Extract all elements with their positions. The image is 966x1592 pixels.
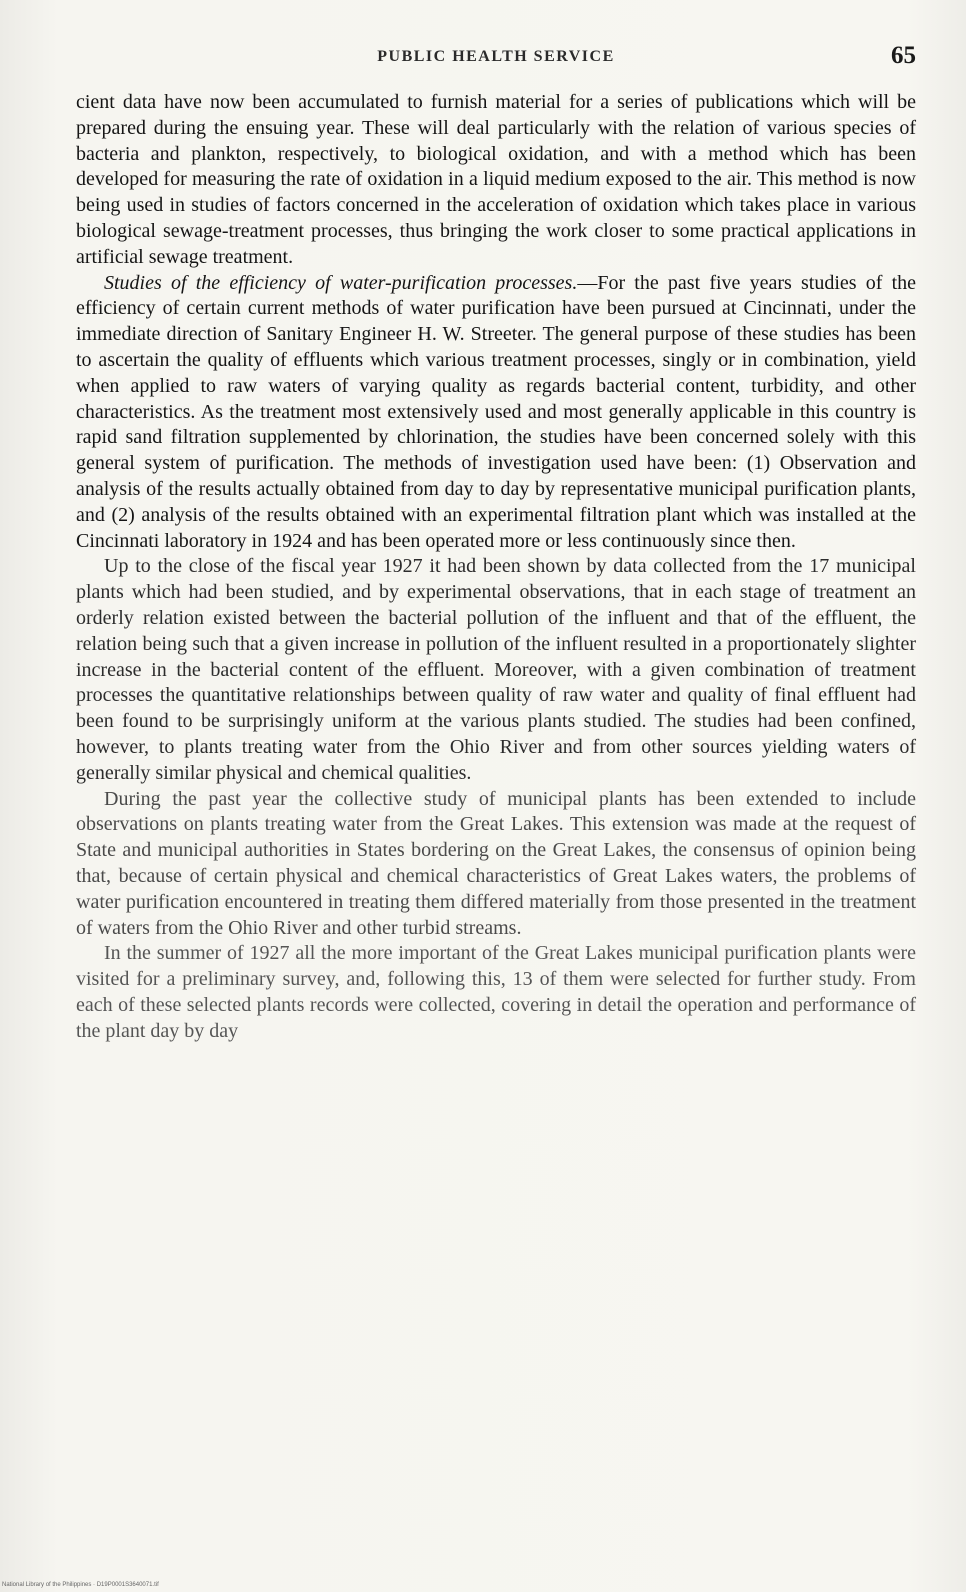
- paragraph-3: Up to the close of the fiscal year 1927 it had been shown by data collected from the 17 municipal plants which had been studied, and by experimental observations, that in each stage of treatment an orderly relation existed between the bacterial pollution of the influent and that of the effluent, the relation being such that a given increase in pollution of the influent resulted in a proportionately slighter increase in the bacterial content of the effluent. Moreover, with a given combination of treatment processes the quantitative relationships between quality of raw water and quality of final effluent had been found to be surprisingly uniform at the various plants studied. The studies had been confined, however, to plants treating water from the Ohio River and from other sources yielding waters of generally similar physical and chemical qualities.: [76, 555, 916, 784]
- paragraph-1: cient data have now been accumulated to furnish material for a series of publications which will be prepared during the ensuing year. These will deal particularly with the relation of various species of bacteria and plankton, respectively, to biological oxidation, and with a method which has been developed for measuring the rate of oxidation in a liquid medium exposed to the air. This method is now being used in studies of factors concerned in the acceleration of oxidation which takes place in various biological sewage-treatment processes, thus bringing the work closer to some practical applications in artificial sewage treatment.: [76, 91, 916, 268]
- paragraph-2: [76, 271, 916, 555]
- paragraph-2-heading: Studies of the efficiency of water-purification processes.: [104, 271, 578, 294]
- body-text: [76, 90, 916, 1044]
- paragraph-2-body: —For the past five years studies of the efficiency of certain current methods of water purification have been pursued at Cincinnati, under the immediate direction of Sanitary Engineer H. W. Streeter. The general purpose of these studies has been to ascertain the quality of effluents which various treatment processes, singly or in combination, yield when applied to raw waters of varying quality as regards bacterial content, turbidity, and other characteristics. As the treatment most extensively used and most generally applicable in this country is rapid sand filtration supplemented by chlorination, the studies have been concerned solely with this general system of purification. The methods of investigation used have been: (1) Observation and analysis of the results actually obtained from day to day by representative municipal purification plants, and (2) analysis of the results obtained with an experimental filtration plant which was installed at the Cincinnati laboratory in 1924 and has been operated more or less continuously since then.: [76, 271, 916, 552]
- paragraph-4: During the past year the collective study of municipal plants has been extended to include observations on plants treating water from the Great Lakes. This extension was made at the request of State and municipal authorities in States bordering on the Great Lakes, the consensus of opinion being that, because of certain physical and chemical characteristics of Great Lakes waters, the problems of water purification encountered in treating them differed materially from those presented in the treatment of waters from the Ohio River and other turbid streams.: [76, 787, 916, 939]
- paragraph-5: In the summer of 1927 all the more important of the Great Lakes municipal purification plants were visited for a preliminary survey, and, following this, 13 of them were selected for further study. From each of these selected plants records were collected, covering in detail the operation and performance of the plant day by day: [76, 942, 916, 1042]
- running-title: PUBLIC HEALTH SERVICE: [377, 48, 615, 65]
- page-header: [76, 42, 916, 78]
- scan-identifier: National Library of the Philippines · D19P0001S3640071.tif: [2, 1582, 159, 1588]
- page-number: 65: [891, 42, 916, 69]
